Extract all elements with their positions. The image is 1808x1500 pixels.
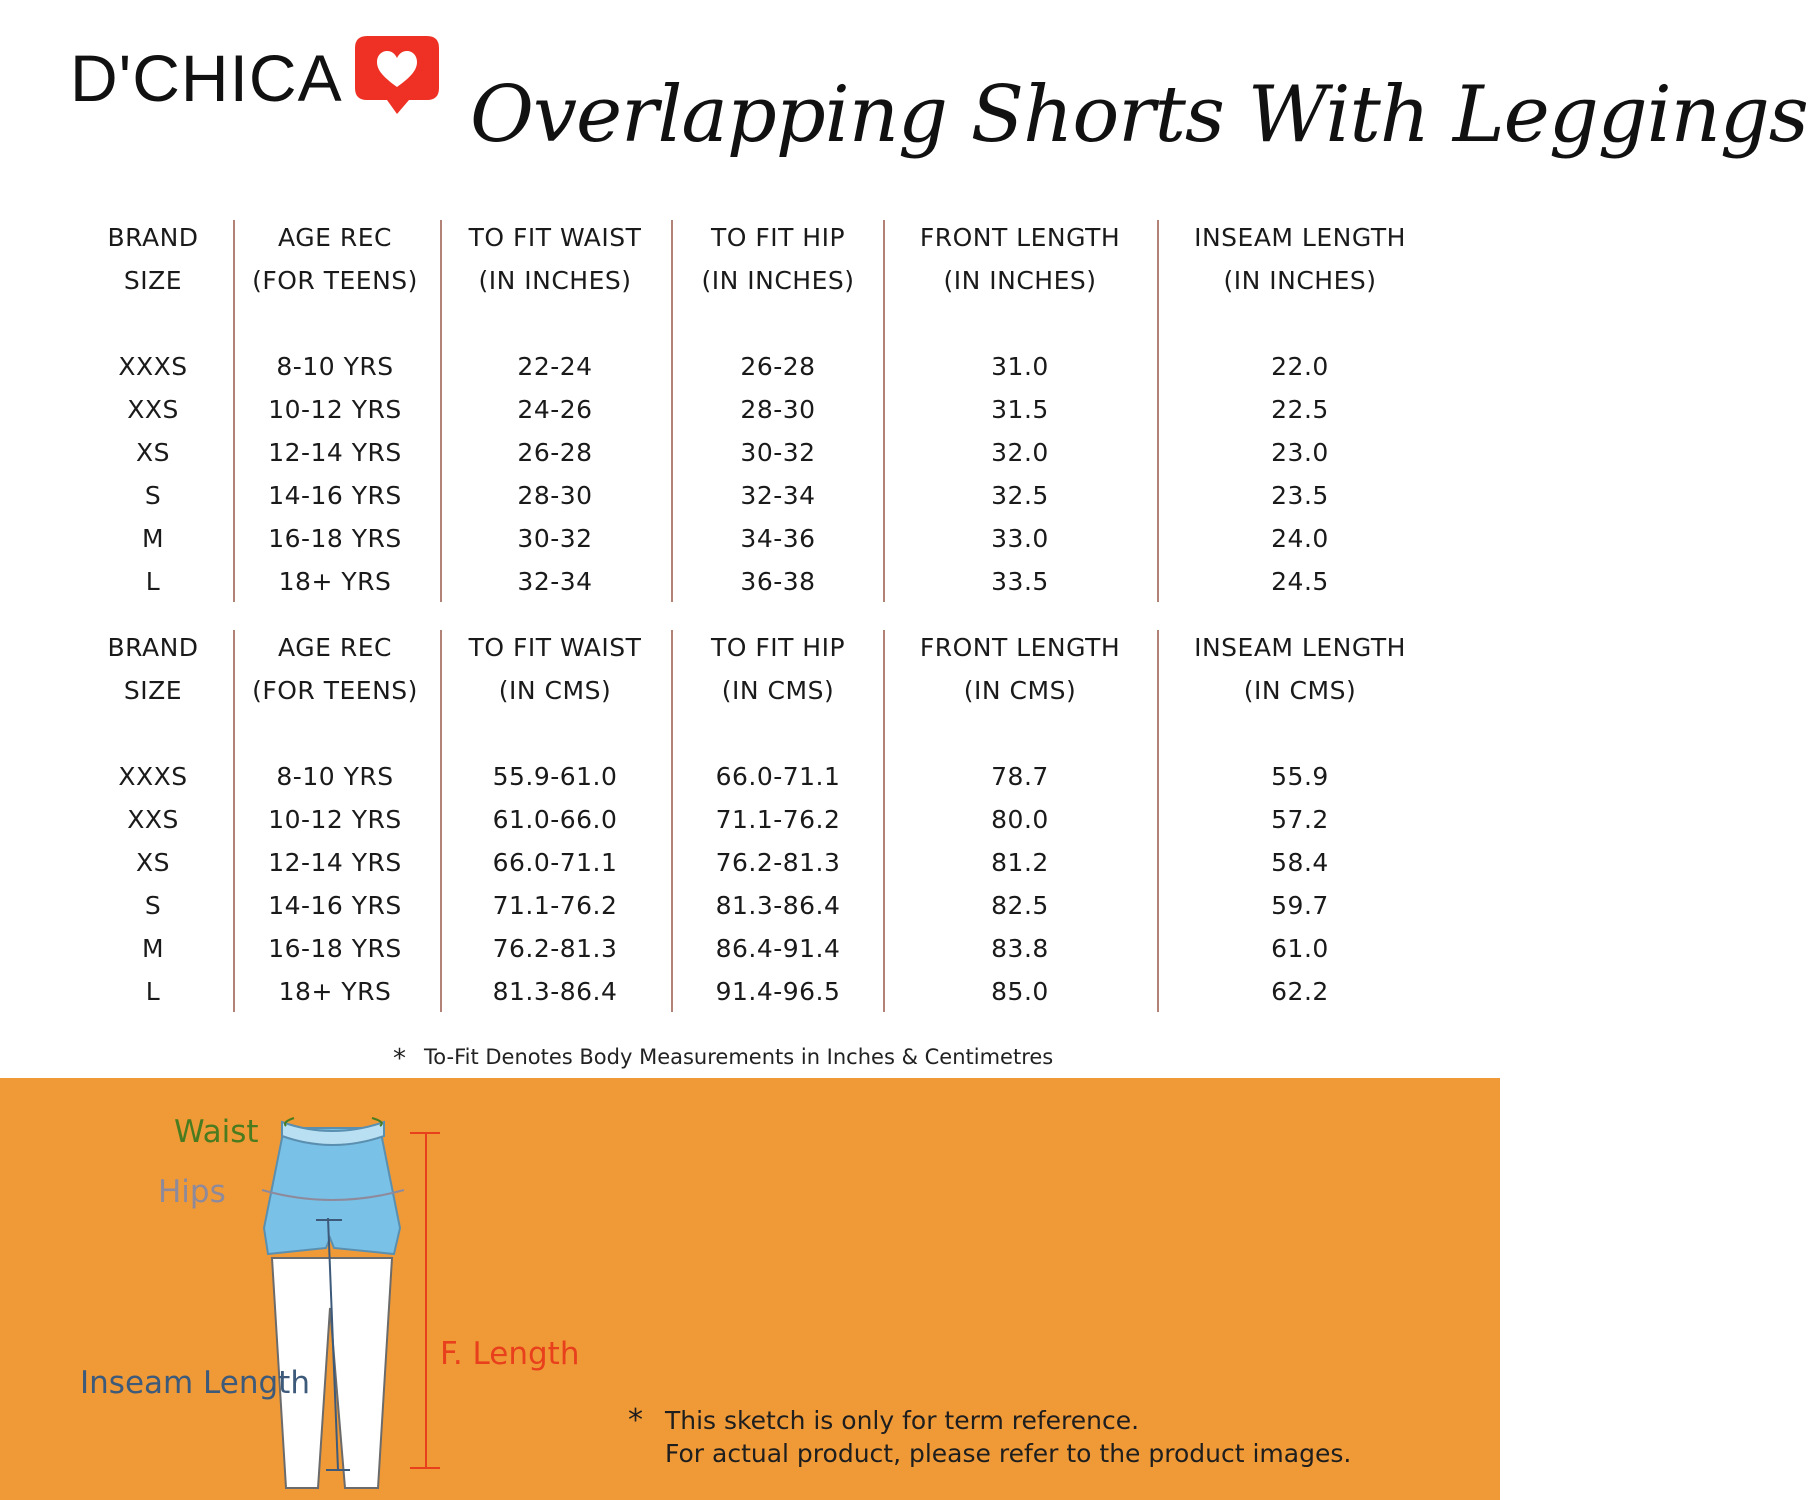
table-cell: XXS [127, 395, 179, 424]
brand-logo [70, 38, 441, 118]
table-cell: XS [136, 848, 170, 877]
table-cell: 76.2-81.3 [715, 848, 841, 877]
column-header-unit: SIZE [123, 676, 183, 705]
column-divider [1157, 220, 1159, 602]
brand-name: D'CHICA [70, 41, 343, 115]
column-header: TO FIT HIP [710, 633, 846, 662]
column-divider [671, 220, 673, 602]
table-cell: 28-30 [517, 481, 593, 510]
table-column [235, 216, 435, 603]
table-cell: 61.0 [1271, 934, 1329, 963]
table-cell: L [145, 567, 161, 596]
disclaimer-line-2: For actual product, please refer to the product images. [665, 1439, 1352, 1468]
table-cell: 31.0 [991, 352, 1049, 381]
column-divider [440, 220, 442, 602]
table-cell: 31.5 [991, 395, 1049, 424]
column-divider [233, 630, 235, 1012]
column-header: FRONT LENGTH [919, 633, 1121, 662]
table-cell: 32.5 [991, 481, 1049, 510]
table-cell: 23.0 [1271, 438, 1329, 467]
column-header: TO FIT WAIST [468, 633, 642, 662]
table-cell: 12-14 YRS [268, 848, 402, 877]
size-table-cms [58, 626, 1468, 1016]
column-header-unit: (FOR TEENS) [252, 676, 418, 705]
table-cell: 23.5 [1271, 481, 1329, 510]
table-column [68, 626, 238, 1013]
table-cell: 81.3-86.4 [715, 891, 841, 920]
column-header: BRAND [107, 633, 199, 662]
column-divider [883, 630, 885, 1012]
table-cell: 18+ YRS [278, 567, 392, 596]
shorts-leggings-sketch [0, 1078, 700, 1500]
heart-speech-bubble-icon [353, 32, 441, 120]
column-header-unit: (IN CMS) [1243, 676, 1357, 705]
column-header-unit: (IN INCHES) [478, 266, 632, 295]
table-cell: XXXS [118, 352, 188, 381]
column-header-unit: (IN INCHES) [1223, 266, 1377, 295]
column-header-unit: (IN INCHES) [943, 266, 1097, 295]
table-cell: 32-34 [517, 567, 593, 596]
table-cell: 14-16 YRS [268, 891, 402, 920]
column-header-unit: SIZE [123, 266, 183, 295]
table-column [678, 216, 878, 603]
column-header: TO FIT WAIST [468, 223, 642, 252]
table-column [445, 626, 665, 1013]
sketch-disclaimer [628, 1404, 1351, 1470]
column-header: INSEAM LENGTH [1194, 633, 1406, 662]
table-cell: 61.0-66.0 [492, 805, 618, 834]
table-cell: M [141, 524, 165, 553]
table-cell: 14-16 YRS [268, 481, 402, 510]
table-cell: M [141, 934, 165, 963]
table-cell: 18+ YRS [278, 977, 392, 1006]
table-cell: 62.2 [1271, 977, 1329, 1006]
table-cell: 66.0-71.1 [715, 762, 841, 791]
table-cell: 82.5 [991, 891, 1049, 920]
column-header: BRAND [107, 223, 199, 252]
table-cell: 58.4 [1271, 848, 1329, 877]
table-cell: 28-30 [740, 395, 816, 424]
table-cell: S [144, 891, 162, 920]
column-header: FRONT LENGTH [919, 223, 1121, 252]
table-cell: 8-10 YRS [276, 762, 394, 791]
disclaimer-line-1: This sketch is only for term reference. [665, 1406, 1140, 1435]
column-header: AGE REC [278, 223, 392, 252]
table-cell: 16-18 YRS [268, 524, 402, 553]
column-header: INSEAM LENGTH [1194, 223, 1406, 252]
column-divider [440, 630, 442, 1012]
table-cell: 59.7 [1271, 891, 1329, 920]
column-divider [671, 630, 673, 1012]
table-cell: 81.3-86.4 [492, 977, 618, 1006]
table-cell: 91.4-96.5 [715, 977, 841, 1006]
table-cell: 78.7 [991, 762, 1049, 791]
table-cell: 30-32 [517, 524, 593, 553]
table-cell: 24.5 [1271, 567, 1329, 596]
table-cell: 80.0 [991, 805, 1049, 834]
table-cell: L [145, 977, 161, 1006]
table-cell: 33.5 [991, 567, 1049, 596]
column-divider [233, 220, 235, 602]
table-cell: 32-34 [740, 481, 816, 510]
table-cell: XXS [127, 805, 179, 834]
table-cell: 81.2 [991, 848, 1049, 877]
table-column [235, 626, 435, 1013]
asterisk: * [628, 1403, 643, 1438]
asterisk: * [393, 1044, 406, 1074]
table-cell: 30-32 [740, 438, 816, 467]
table-cell: 71.1-76.2 [715, 805, 841, 834]
front-length-label: F. Length [440, 1336, 580, 1372]
table-cell: 10-12 YRS [268, 805, 402, 834]
table-cell: 12-14 YRS [268, 438, 402, 467]
column-divider [1157, 630, 1159, 1012]
table-cell: 16-18 YRS [268, 934, 402, 963]
table-cell: 55.9 [1271, 762, 1329, 791]
column-header-unit: (FOR TEENS) [252, 266, 418, 295]
waist-label: Waist [174, 1114, 259, 1150]
table-cell: 24.0 [1271, 524, 1329, 553]
table-cell: 10-12 YRS [268, 395, 402, 424]
table-cell: 86.4-91.4 [715, 934, 841, 963]
column-divider [883, 220, 885, 602]
column-header-unit: (IN CMS) [963, 676, 1077, 705]
table-cell: S [144, 481, 162, 510]
table-cell: 8-10 YRS [276, 352, 394, 381]
table-cell: XXXS [118, 762, 188, 791]
column-header-unit: (IN CMS) [498, 676, 612, 705]
table-cell: 36-38 [740, 567, 816, 596]
column-header-unit: (IN INCHES) [701, 266, 855, 295]
table-cell: 71.1-76.2 [492, 891, 618, 920]
page-title: Overlapping Shorts With Leggings [470, 70, 1808, 160]
table-cell: 34-36 [740, 524, 816, 553]
table-cell: 33.0 [991, 524, 1049, 553]
table-cell: 85.0 [991, 977, 1049, 1006]
table-column [1155, 216, 1445, 603]
table-cell: 22-24 [517, 352, 593, 381]
table-column [1155, 626, 1445, 1013]
table-cell: 22.5 [1271, 395, 1329, 424]
column-header: TO FIT HIP [710, 223, 846, 252]
table-cell: 22.0 [1271, 352, 1329, 381]
table-cell: 57.2 [1271, 805, 1329, 834]
size-table-inches [58, 216, 1468, 606]
table-cell: 55.9-61.0 [492, 762, 618, 791]
table-cell: 76.2-81.3 [492, 934, 618, 963]
table-cell: 32.0 [991, 438, 1049, 467]
table-cell: 26-28 [740, 352, 816, 381]
table-cell: 24-26 [517, 395, 593, 424]
table-column [68, 216, 238, 603]
table-cell: XS [136, 438, 170, 467]
table-column [890, 626, 1150, 1013]
table-column [678, 626, 878, 1013]
table-cell: 83.8 [991, 934, 1049, 963]
note-text: To-Fit Denotes Body Measurements in Inches & Centimetres [424, 1045, 1054, 1069]
body-measurement-note [393, 1044, 1053, 1074]
column-header: AGE REC [278, 633, 392, 662]
table-column [890, 216, 1150, 603]
table-column [445, 216, 665, 603]
hips-label: Hips [158, 1174, 226, 1210]
inseam-length-label: Inseam Length [80, 1365, 310, 1401]
table-cell: 66.0-71.1 [492, 848, 618, 877]
column-header-unit: (IN CMS) [721, 676, 835, 705]
table-cell: 26-28 [517, 438, 593, 467]
